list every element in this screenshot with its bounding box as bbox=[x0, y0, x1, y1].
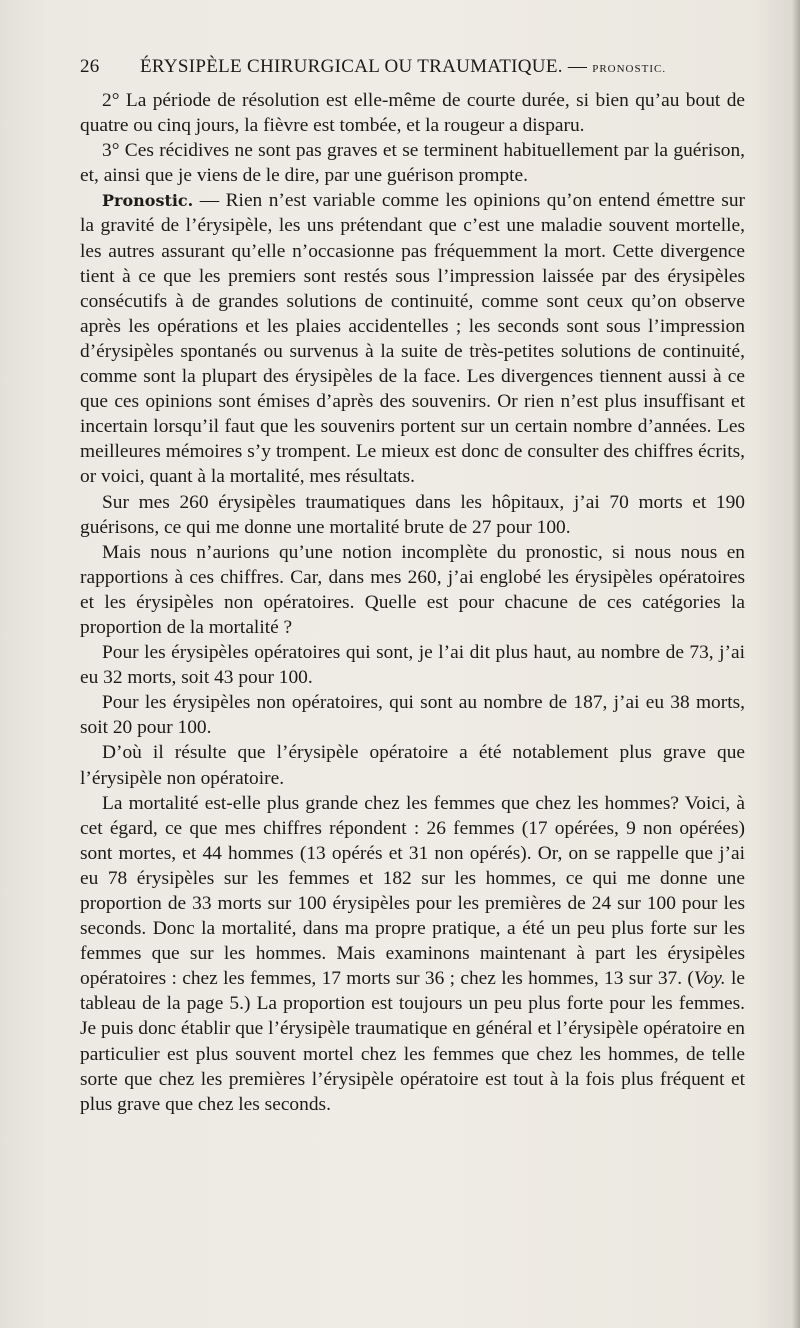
paragraph-femmes-hommes-part1: La mortalité est-elle plus grande chez les femmes que chez les hommes? Voici, à cet égard, ce que mes chiffres répondent : 26 femmes (17 opérées, 9 non opérées) sont mortes, et 44 hommes (13 opérés et 31 non opérés). Or, on se rappelle que j’ai eu 78 érysipèles sur les femmes et 182 sur les hommes, ce qui me donne une proportion de 33 morts sur 100 érysipèles pour les premières de 24 sur 100 pour les seconds. Donc la mortalité, dans ma propre pratique, a été un peu plus forte sur les femmes que sur les hommes. Mais examinons maintenant à part les érysipèles opératoires : chez les femmes, 17 morts sur 36 ; chez les hommes, 13 sur 37. ( bbox=[80, 792, 745, 990]
paragraph-notion-incomplete: Mais nous n’aurions qu’une notion incomplète du pronostic, si nous nous en rapportions à ces chiffres. Car, dans mes 260, j’ai englobé les érysipèles opératoires et les érysipèles non opératoires. Quelle est pour chacune de ces catégories la proportion de la mortalité ? bbox=[80, 541, 745, 638]
section-heading-pronostic: Pronostic. bbox=[102, 191, 194, 211]
paragraph-femmes-hommes bbox=[80, 791, 745, 1117]
italic-voy: Voy. bbox=[693, 968, 726, 990]
paragraph-pronostic bbox=[80, 188, 745, 489]
page-edge-shadow bbox=[792, 0, 800, 1328]
running-header bbox=[80, 53, 740, 81]
body-text bbox=[80, 88, 745, 1117]
paragraph-mortalite-brute: Sur mes 260 érysipèles traumatiques dans les hôpitaux, j’ai 70 morts et 190 guérisons, ce qui me donne une mortalité brute de 27 pour 100. bbox=[80, 491, 745, 538]
header-title: ÉRYSIPÈLE CHIRURGICAL OU TRAUMATIQUE. bbox=[140, 56, 563, 77]
paragraph-pronostic-text: — Rien n’est variable comme les opinions qu’on entend émettre sur la gravité de l’érysipèle, les uns prétendant que c’est une maladie souvent mortelle, les autres assurant qu’elle n’occasionne pas fréquemment la mort. Cette divergence tient à ce que les premiers sont restés sous l’impression laissée par des érysipèles consécutifs à de grandes solutions de continuité, comme sont ceux qu’on observe après les opérations et les plaies accidentelles ; les seconds sont sous l’impression d’érysipèles spontanés ou survenus à la suite de très-petites solutions de continuité, comme sont la plupart des érysipèles de la face. Les divergences tiennent aussi à ce que ces opinions sont émises d’après des souvenirs. Or rien n’est plus insuffisant et incertain lorsqu’il faut que les souvenirs portent sur un certain nombre d’années. Les meilleures mémoires s’y trompent. Le mieux est donc de consulter des chiffres écrits, or voici, quant à la mortalité, mes résultats. bbox=[80, 190, 745, 488]
page-number: 26 bbox=[80, 56, 100, 77]
header-dash: — bbox=[567, 56, 588, 77]
paragraph-non-operatoires: Pour les érysipèles non opératoires, qui sont au nombre de 187, j’ai eu 38 morts, soit 20 pour 100. bbox=[80, 692, 745, 739]
paragraph-periode-resolution: 2° La période de résolution est elle-même de courte durée, si bien qu’au bout de quatre ou cinq jours, la fièvre est tombée, et la rougeur a disparu. bbox=[80, 90, 745, 137]
paragraph-recidives: 3° Ces récidives ne sont pas graves et se terminent habituellement par la guérison, et, ainsi que je viens de le dire, par une guérison prompte. bbox=[80, 140, 745, 187]
header-section: PRONOSTIC. bbox=[592, 63, 667, 75]
paragraph-femmes-hommes-part2: le tableau de la page 5.) La proportion est toujours un peu plus forte pour les femmes. Je puis donc établir que l’érysipèle traumatique en général et l’érysipèle opératoire en particulier est plus souvent mortel chez les femmes que chez les hommes, de telle sorte que chez les premières l’érysipèle opératoire est tout à la fois plus fréquent et plus grave que chez les seconds. bbox=[80, 968, 746, 1115]
paragraph-operatoires: Pour les érysipèles opératoires qui sont, je l’ai dit plus haut, au nombre de 73, j’ai eu 32 morts, soit 43 pour 100. bbox=[80, 642, 745, 689]
paragraph-conclusion-gravite: D’où il résulte que l’érysipèle opératoire a été notablement plus grave que l’érysipèle non opératoire. bbox=[80, 742, 745, 789]
